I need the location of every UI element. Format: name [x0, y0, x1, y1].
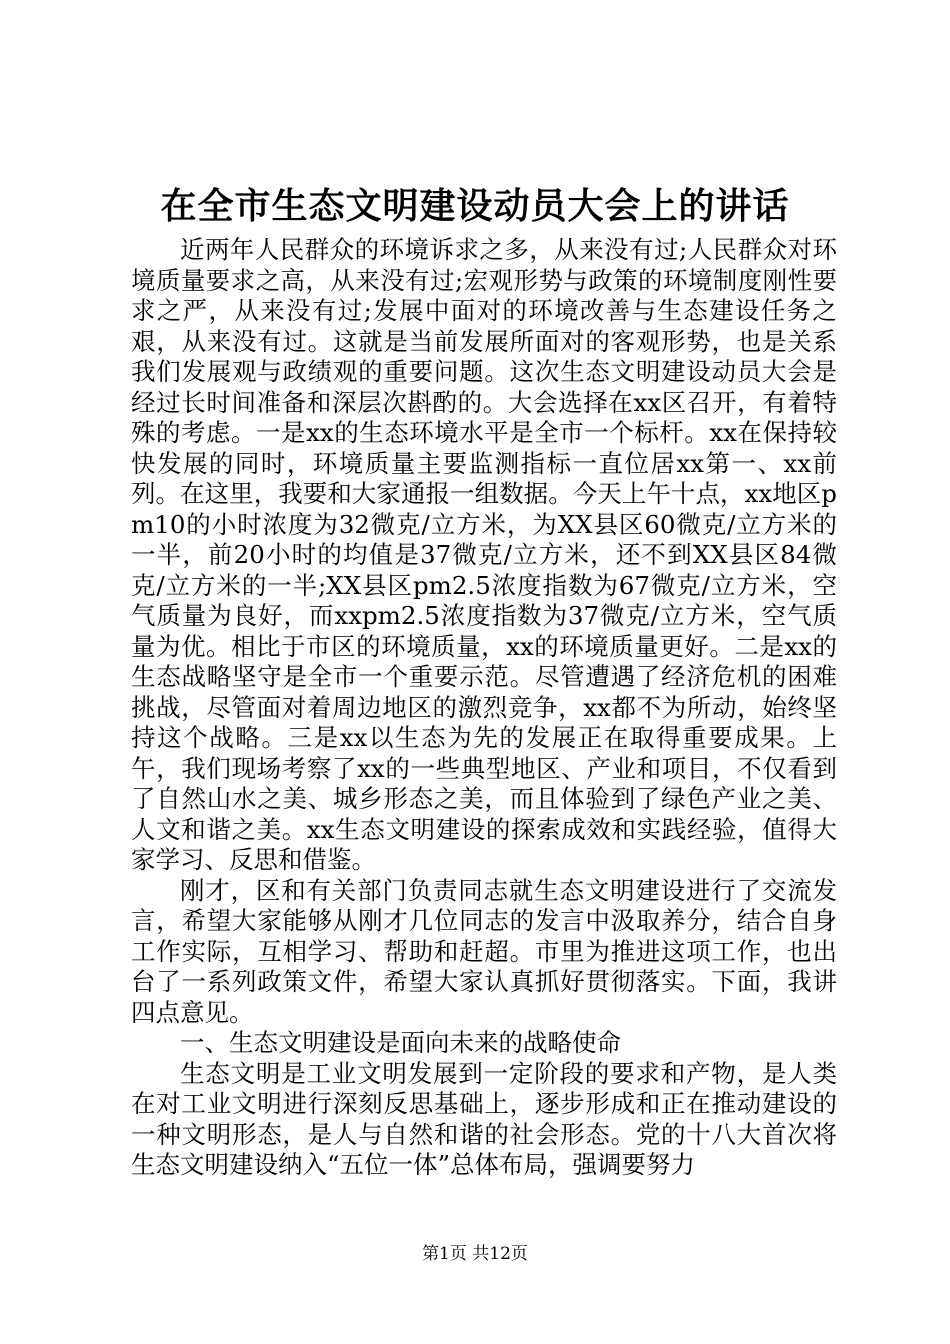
body-paragraph: 近两年人民群众的环境诉求之多，从来没有过;人民群众对环境质量要求之高，从来没有过;宏观形势与政策的环境制度刚性要求之严，从来没有过;发展中面对的环境改善与生态建设任务之艰，从来没有过。这就是当前发展所面对的客观形势，也是关系我们发展观与政绩观的重要问题。这次生态文明建设动员大会是经过长时间准备和深层次斟酌的。大会选择在xx区召开，有着特殊的考虑。一是xx的生态环境水平是全市一个标杆。xx在保持较快发展的同时，环境质量主要监测指标一直位居xx第一、xx前列。在这里，我要和大家通报一组数据。今天上午十点，xx地区pm10的小时浓度为32微克/立方米，为XX县区60微克/立方米的一半，前20小时的均值是37微克/立方米，还不到XX县区84微克/立方米的一半;XX县区pm2.5浓度指数为67微克/立方米，空气质量为良好，而xxpm2.5浓度指数为37微克/立方米，空气质量为优。相比于市区的环境质量，xx的环境质量更好。二是xx的生态战略坚守是全市一个重要示范。尽管遭遇了经济危机的困难挑战，尽管面对着周边地区的激烈竞争，xx都不为所动，始终坚持这个战略。三是xx以生态为先的发展正在取得重要成果。上午，我们现场考察了xx的一些典型地区、产业和项目，不仅看到了自然山水之美、城乡形态之美，而且体验到了绿色产业之美、人文和谐之美。xx生态文明建设的探索成效和实践经验，值得大家学习、反思和借鉴。 — [131, 235, 837, 874]
document-body — [131, 235, 837, 1181]
document-title: 在全市生态文明建设动员大会上的讲话 — [160, 185, 790, 227]
section-heading: 一、生态文明建设是面向未来的战略使命 — [180, 1028, 621, 1057]
page-footer: 第1页 共12页 — [422, 1244, 528, 1264]
body-paragraph: 刚才，区和有关部门负责同志就生态文明建设进行了交流发言，希望大家能够从刚才几位同志的发言中汲取养分，结合自身工作实际，互相学习、帮助和赶超。市里为推进这项工作，也出台了一系列政策文件，希望大家认真抓好贯彻落实。下面，我讲四点意见。 — [131, 875, 837, 1027]
body-paragraph: 生态文明是工业文明发展到一定阶段的要求和产物，是人类在对工业文明进行深刻反思基础上，逐步形成和正在推动建设的一种文明形态，是人与自然和谐的社会形态。党的十八大首次将生态文明建设纳入“五位一体”总体布局，强调要努力 — [131, 1058, 837, 1179]
